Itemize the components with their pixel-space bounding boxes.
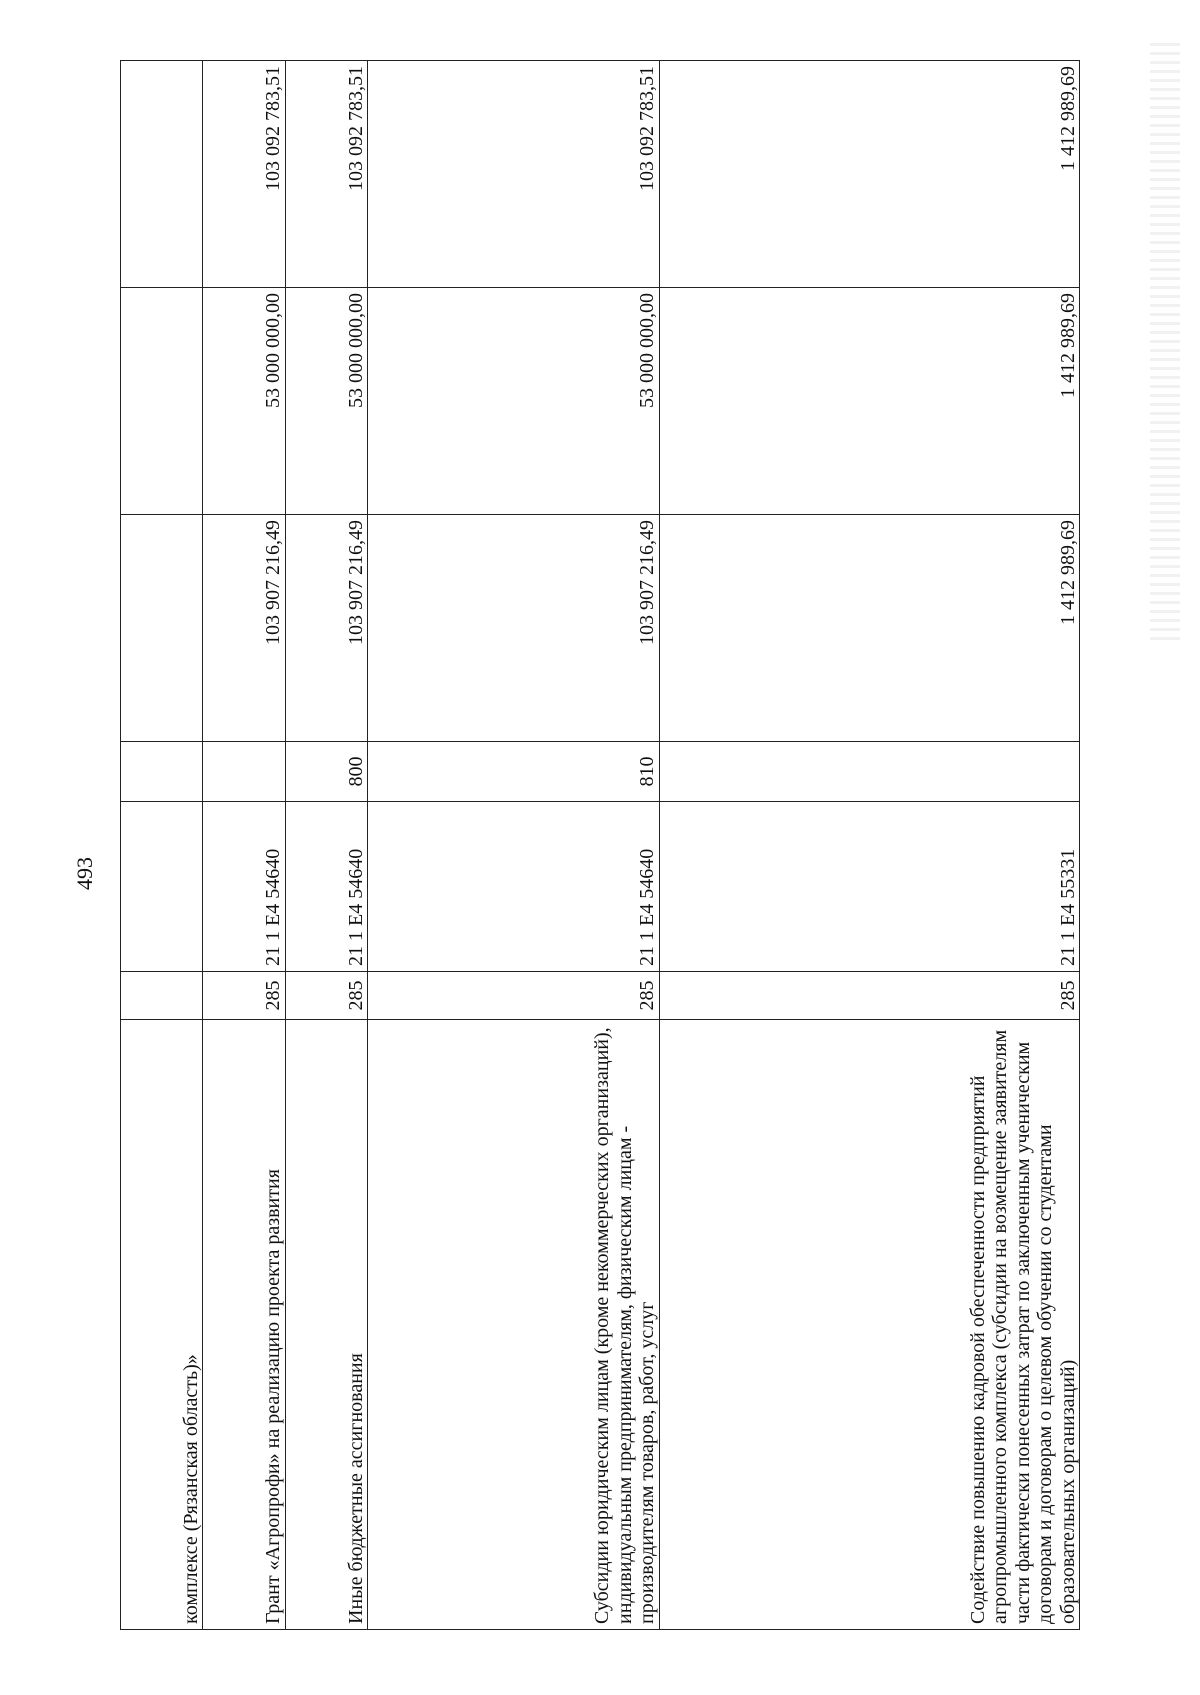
row-name: Иные бюджетные ассигнования bbox=[285, 1020, 367, 1630]
row-sum-2: 53 000 000,00 bbox=[203, 288, 285, 515]
row-sum-2: 1 412 989,69 bbox=[659, 288, 1079, 515]
row-grbs bbox=[121, 972, 203, 1020]
row-expense-type: 800 bbox=[285, 742, 367, 802]
budget-table bbox=[120, 60, 1080, 1630]
row-target-code: 21 1 Е4 55331 bbox=[659, 802, 1079, 972]
table-row bbox=[285, 61, 367, 1630]
row-target-code: 21 1 Е4 54640 bbox=[285, 802, 367, 972]
row-target-code: 21 1 Е4 54640 bbox=[368, 802, 659, 972]
row-name: комплексе (Рязанская область)» bbox=[121, 1020, 203, 1630]
row-grbs: 285 bbox=[368, 972, 659, 1020]
row-sum-2: 53 000 000,00 bbox=[368, 288, 659, 515]
row-sum-3 bbox=[121, 61, 203, 288]
table-row bbox=[121, 61, 203, 1630]
row-target-code bbox=[121, 802, 203, 972]
row-sum-2: 53 000 000,00 bbox=[285, 288, 367, 515]
table-row bbox=[203, 61, 285, 1630]
row-sum-1: 103 907 216,49 bbox=[285, 515, 367, 742]
row-sum-3: 103 092 783,51 bbox=[368, 61, 659, 288]
scan-artifact bbox=[1150, 40, 1180, 640]
row-sum-1: 1 412 989,69 bbox=[659, 515, 1079, 742]
table-row bbox=[659, 61, 1079, 1630]
row-name: Грант «Агропрофи» на реализацию проекта развития bbox=[203, 1020, 285, 1630]
row-expense-type bbox=[659, 742, 1079, 802]
row-sum-1: 103 907 216,49 bbox=[368, 515, 659, 742]
row-sum-3: 103 092 783,51 bbox=[203, 61, 285, 288]
row-sum-3: 103 092 783,51 bbox=[285, 61, 367, 288]
row-expense-type: 810 bbox=[368, 742, 659, 802]
row-sum-3: 1 412 989,69 bbox=[659, 61, 1079, 288]
row-name: Субсидии юридическим лицам (кроме некоммерческих организаций), индивидуальным предпринимателям, физическим лицам - производителям товаров, работ, услуг bbox=[368, 1020, 659, 1630]
budget-table-rotated bbox=[120, 60, 1080, 1630]
row-grbs: 285 bbox=[203, 972, 285, 1020]
row-target-code: 21 1 Е4 54640 bbox=[203, 802, 285, 972]
row-grbs: 285 bbox=[659, 972, 1079, 1020]
table-row bbox=[368, 61, 659, 1630]
row-expense-type bbox=[121, 742, 203, 802]
row-sum-1: 103 907 216,49 bbox=[203, 515, 285, 742]
row-sum-1 bbox=[121, 515, 203, 742]
row-name: Содействие повышению кадровой обеспеченности предприятий агропромышленного комплекса (субсидии на возмещение заявителям части фактически понесенных затрат по заключенным ученическим договорам и договорам о целевом обучении со студентами образовательных организаций) bbox=[659, 1020, 1079, 1630]
row-expense-type bbox=[203, 742, 285, 802]
page-number: 493 bbox=[72, 857, 97, 890]
row-grbs: 285 bbox=[285, 972, 367, 1020]
row-sum-2 bbox=[121, 288, 203, 515]
